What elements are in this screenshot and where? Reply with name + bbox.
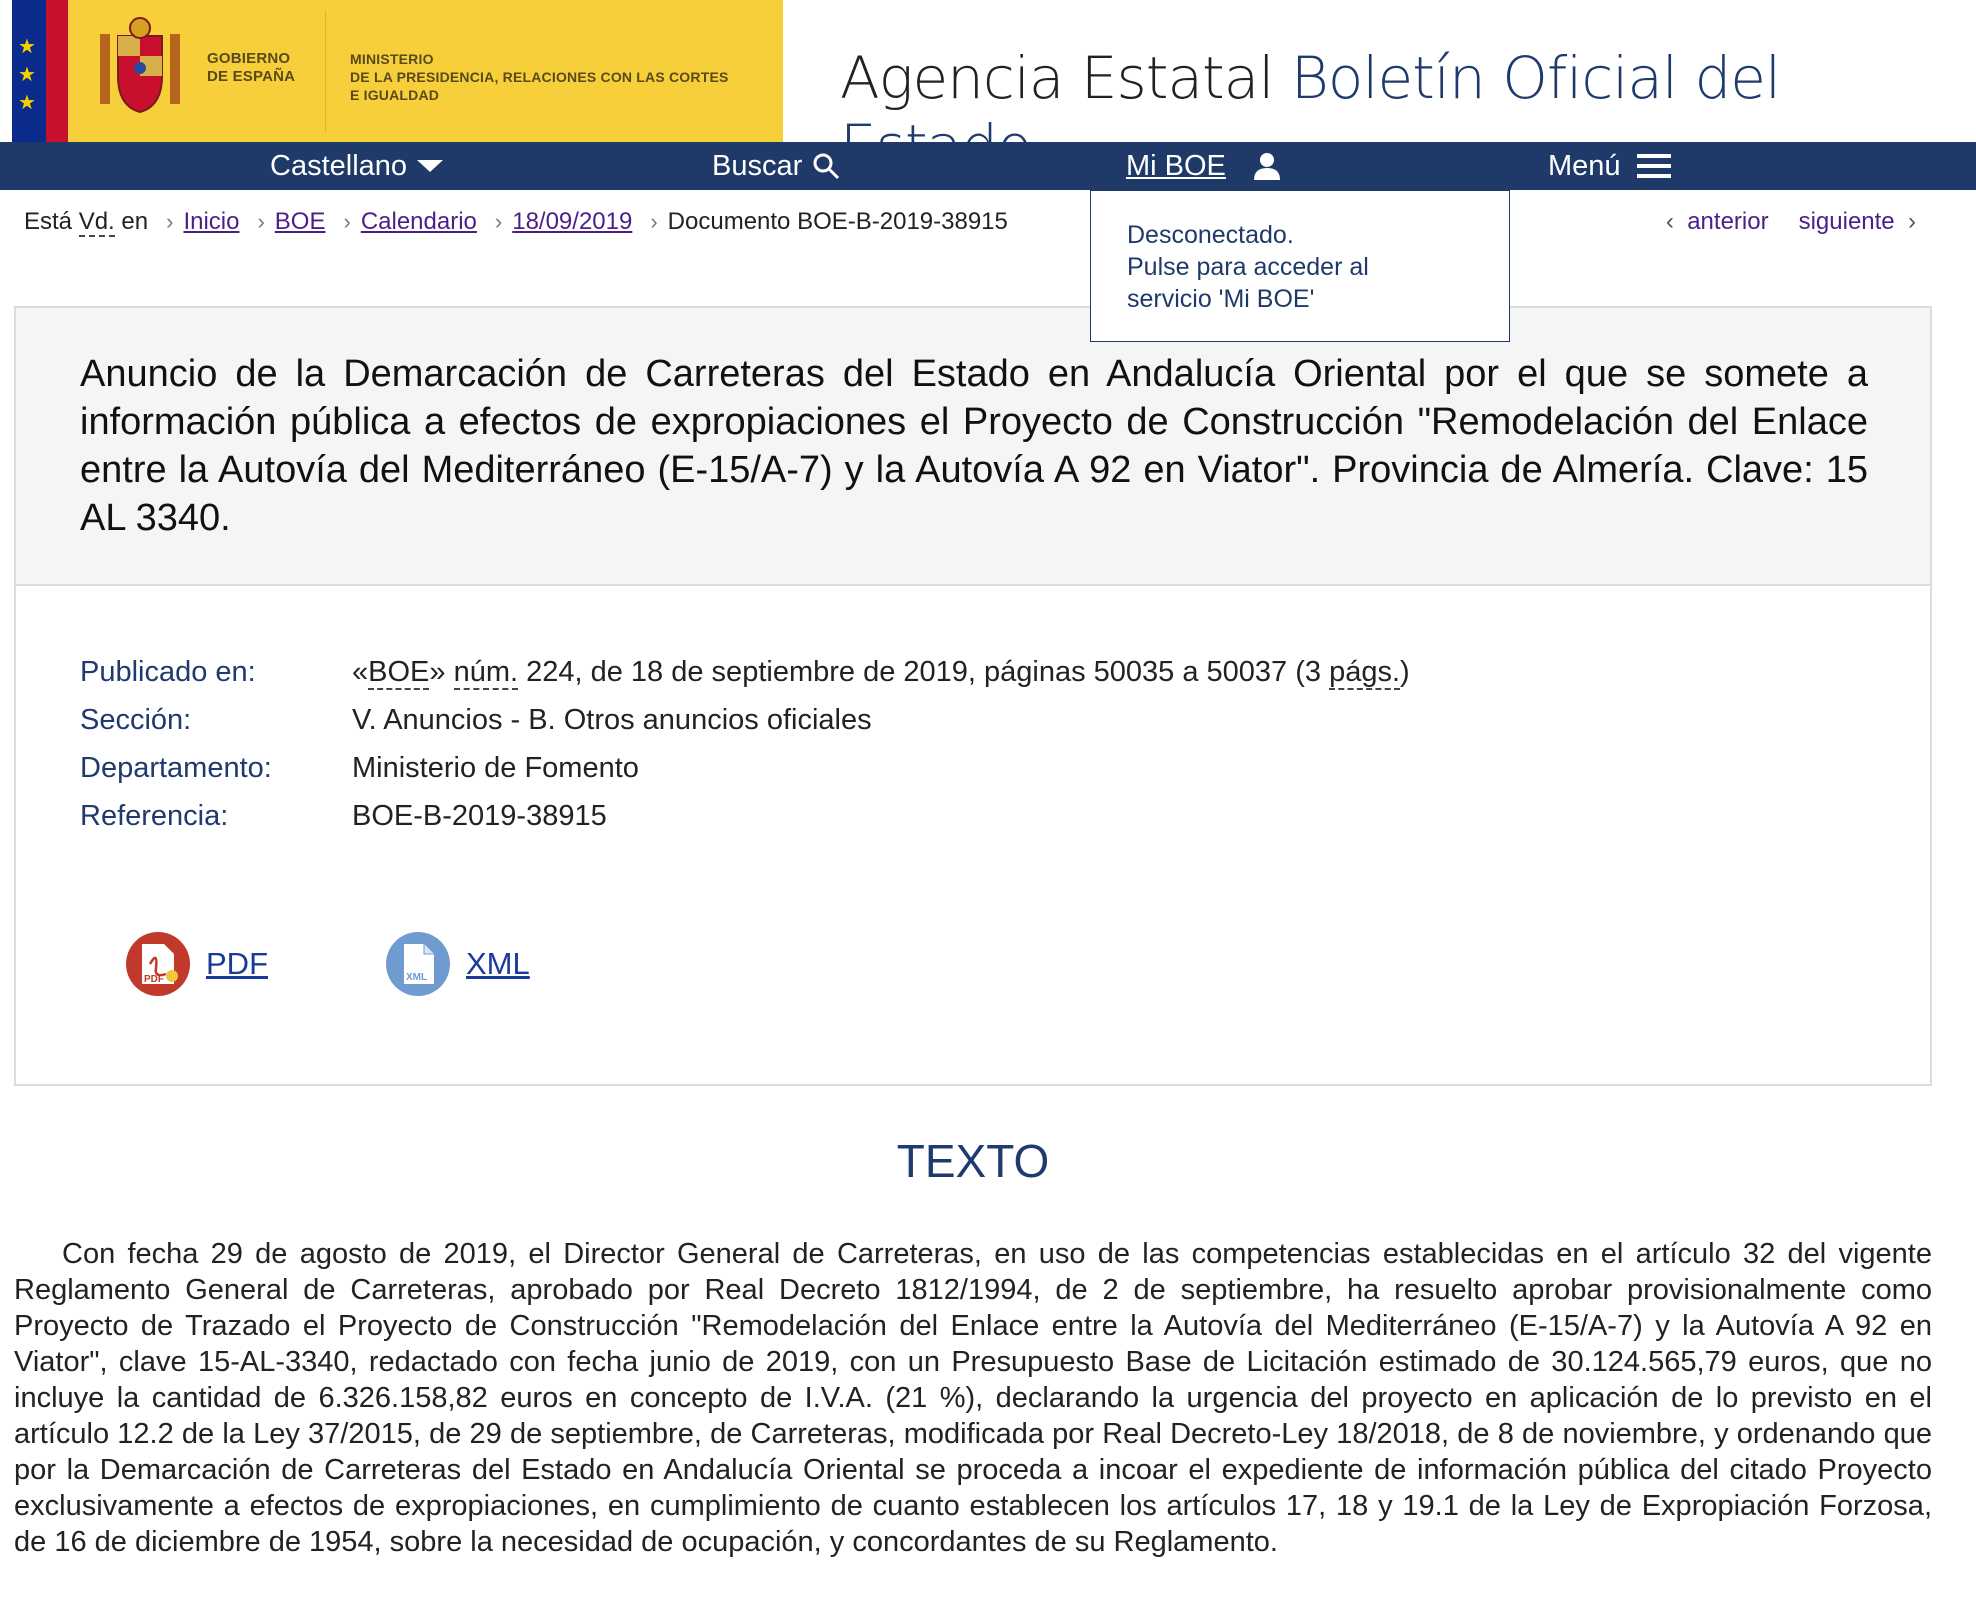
meta-row-section	[80, 696, 1410, 744]
search-icon	[812, 152, 840, 180]
meta-value: Ministerio de Fomento	[352, 752, 639, 784]
boe-abbr: BOE	[368, 656, 430, 688]
meta-row-published	[80, 648, 1410, 696]
logo-divider	[325, 10, 326, 132]
chevron-right-icon: ›	[166, 209, 174, 234]
meta-row-reference	[80, 792, 1410, 840]
star-icon: ★	[18, 64, 36, 86]
meta-label: Departamento:	[80, 752, 272, 784]
search-button[interactable]	[712, 142, 840, 190]
spain-flag-stripe	[46, 0, 68, 142]
xml-icon	[386, 932, 450, 996]
agency-prefix: Agencia Estatal	[840, 44, 1274, 112]
texto-paragraph: Con fecha 29 de agosto de 2019, el Director General de Carreteras, en uso de las competencias establecidas en el artículo 32 del vigente Reglamento General de Carreteras, aprobado por Real Decreto 1812/1994, de 2 de septiembre, ha resuelto aprobar provisionalmente como Proyecto de Trazado el Proyecto de Construcción "Remodelación del Enlace entre la Autovía del Mediterráneo (E-15/A-7) y la Autovía A 92 en Viator", clave 15-AL-3340, redactado con fecha junio de 2019, con un Presupuesto Base de Licitación estimado de 30.124.565,79 euros, que no incluye la cantidad de 6.326.158,82 euros en concepto de I.V.A. (21 %), declarando la urgencia del proyecto en aplicación de lo previsto en el artículo 12.2 de la Ley 37/2015, de 29 de septiembre, de Carreteras, modificada por Real Decreto-Ley 18/2018, de 8 de noviembre, y ordenando que por la Demarcación de Carreteras del Estado en Andalucía Oriental se proceda a incoar el expediente de información pública del citado Proyecto exclusivamente a efectos de expropiaciones, en cumplimiento de cuanto establecen los artículos 17, 18 y 19.1 de la Ley de Expropiación Forzosa, de 16 de diciembre de 1954, sobre la necesidad de ocupación, y concordantes de su Reglamento.	[14, 1238, 1932, 1558]
svg-text:XML: XML	[406, 972, 428, 983]
menu-label: Menú	[1548, 149, 1621, 182]
chevron-right-icon: ›	[257, 209, 265, 234]
star-icon: ★	[18, 36, 36, 58]
chevron-right-icon: ›	[343, 209, 351, 234]
breadcrumb-inicio[interactable]: Inicio	[183, 208, 240, 235]
meta-value: «BOE» núm. 224, de 18 de septiembre de 2019, páginas 50035 a 50037 (3 págs.)	[352, 656, 1410, 688]
xml-download-link[interactable]	[386, 932, 530, 996]
vd-abbr: Vd.	[78, 208, 115, 235]
breadcrumb-date[interactable]: 18/09/2019	[512, 208, 633, 235]
coat-of-arms-icon	[90, 14, 190, 120]
user-icon	[1252, 152, 1282, 180]
document-title: Anuncio de la Demarcación de Carreteras del Estado en Andalucía Oriental por el que se somete a información pública a efectos de expropiaciones el Proyecto de Construcción "Remodelación del Enlace entre la Autovía del Mediterráneo (E-15/A-7) y la Autovía A 92 en Viator". Provincia de Almería. Clave: 15 AL 3340.	[80, 353, 1868, 539]
meta-value: BOE-B-2019-38915	[352, 800, 607, 832]
ministry-label: MINISTERIO DE LA PRESIDENCIA, RELACIONES CON LAS CORTES E IGUALDAD	[350, 51, 729, 103]
language-selector[interactable]	[270, 142, 443, 190]
dropdown-hint-2: servicio 'Mi BOE'	[1127, 285, 1315, 313]
document-header	[16, 308, 1930, 586]
document-pager	[1666, 205, 1916, 239]
caret-down-icon	[417, 158, 443, 174]
agency-name: Boletín Oficial del	[1290, 44, 1781, 112]
meta-label: Sección:	[80, 704, 192, 736]
menu-button[interactable]	[1548, 142, 1671, 190]
document-card	[14, 306, 1932, 1086]
meta-value: V. Anuncios - B. Otros anuncios oficiales	[352, 704, 872, 736]
breadcrumb-current: Documento BOE-B-2019-38915	[667, 208, 1008, 235]
site-header	[0, 0, 1976, 142]
chevron-right-icon: ›	[650, 209, 658, 234]
pdf-icon	[126, 932, 190, 996]
pdf-download-link[interactable]	[126, 932, 268, 996]
mi-boe-dropdown[interactable]	[1090, 190, 1510, 342]
num-abbr: núm.	[453, 656, 519, 688]
language-label: Castellano	[270, 149, 408, 182]
texto-heading: TEXTO	[896, 1135, 1050, 1187]
document-metadata	[80, 648, 1410, 840]
main-navbar	[0, 142, 1976, 190]
hamburger-icon	[1637, 153, 1671, 179]
dropdown-hint-1: Pulse para acceder al	[1127, 253, 1369, 281]
breadcrumb-boe[interactable]: BOE	[274, 208, 326, 235]
chevron-right-icon: ›	[494, 209, 503, 234]
svg-text:PDF: PDF	[144, 974, 164, 985]
breadcrumb-calendario[interactable]: Calendario	[360, 208, 477, 235]
meta-label: Publicado en:	[80, 656, 256, 688]
star-icon: ★	[18, 92, 36, 114]
gobierno-label: GOBIERNO DE ESPAÑA	[207, 50, 296, 85]
xml-label: XML	[466, 946, 530, 981]
previous-link[interactable]: ‹ anterior	[1665, 208, 1769, 235]
breadcrumb-prefix: Está Vd. en	[24, 208, 149, 235]
pdf-label: PDF	[206, 946, 268, 981]
chevron-right-icon: ›	[1908, 208, 1916, 235]
mi-boe-label: Mi BOE	[1126, 149, 1226, 182]
meta-row-department	[80, 744, 1410, 792]
dropdown-status: Desconectado.	[1127, 221, 1294, 249]
mi-boe-button[interactable]	[1126, 142, 1282, 190]
breadcrumb	[24, 205, 1008, 239]
meta-label: Referencia:	[80, 800, 229, 832]
pags-abbr: págs.	[1329, 656, 1401, 688]
search-label: Buscar	[712, 149, 803, 182]
next-link[interactable]: siguiente ›	[1798, 208, 1916, 235]
chevron-left-icon: ‹	[1665, 208, 1674, 235]
download-links	[126, 932, 530, 996]
